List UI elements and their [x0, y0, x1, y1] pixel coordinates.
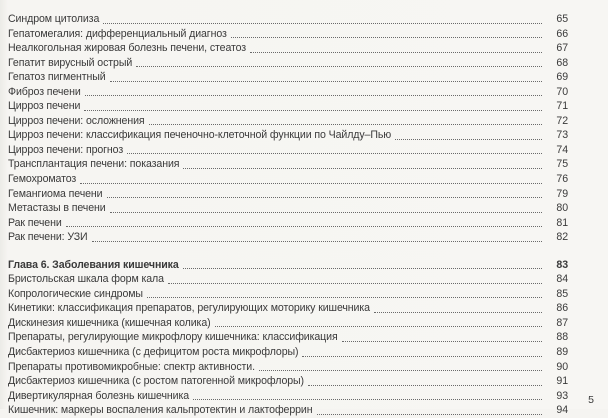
toc-entry: [8, 114, 568, 129]
toc-entry-page: 76: [556, 173, 568, 186]
dot-leader: [110, 212, 542, 213]
toc-entry-title: Гемангиома печени: [8, 187, 103, 200]
toc-entry-title: Препараты, регулирующие микрофлору кишечника: классификация: [8, 331, 338, 344]
dot-leader: [395, 139, 542, 140]
toc-entry: [8, 230, 568, 245]
dot-leader: [250, 52, 542, 53]
toc-entry: [8, 216, 568, 231]
toc-entry-title: Фиброз печени: [8, 85, 81, 98]
toc-entry-page: 67: [556, 42, 568, 55]
toc-entry: [8, 27, 568, 42]
toc-entry: [8, 287, 568, 302]
toc-entry-page: 72: [556, 114, 568, 127]
toc-entry: [8, 12, 568, 27]
dot-leader: [127, 153, 542, 154]
toc-entry: [8, 301, 568, 316]
page-number: 5: [588, 394, 594, 406]
table-of-contents: [8, 12, 568, 418]
chapter-page: 83: [556, 258, 568, 271]
toc-entry: [8, 70, 568, 85]
toc-entry-title: Препараты противомикробные: спектр активности.: [8, 360, 255, 373]
toc-entry-title: Дискинезия кишечника (кишечная колика): [8, 316, 211, 329]
toc-entry-page: 82: [556, 231, 568, 244]
dot-leader: [231, 37, 542, 38]
toc-entry-page: 91: [556, 375, 568, 388]
toc-entry: [8, 345, 568, 360]
toc-entry-page: 90: [556, 360, 568, 373]
toc-entry-title: Дисбактериоз кишечника (с дефицитом роста микрофлоры): [8, 346, 299, 359]
toc-entry-title: Гемохроматоз: [8, 173, 77, 186]
toc-entry-page: 88: [556, 331, 568, 344]
dot-leader: [215, 326, 542, 327]
toc-entry-page: 69: [556, 71, 568, 84]
toc-entry: [8, 128, 568, 143]
dot-leader: [80, 183, 542, 184]
dot-leader: [168, 283, 542, 284]
toc-entry-page: 80: [556, 202, 568, 215]
toc-entry: [8, 272, 568, 287]
toc-entry-title: Трансплантация печени: показания: [8, 158, 180, 171]
toc-entry-page: 65: [556, 13, 568, 25]
toc-entry-page: 70: [556, 85, 568, 98]
toc-entry-page: 85: [556, 287, 568, 300]
toc-entry-title: Гепатомегалия: дифференциальный диагноз: [8, 27, 227, 40]
toc-entry: [8, 85, 568, 100]
dot-leader: [66, 226, 542, 227]
toc-entry-title: Дивертикулярная болезнь кишечника: [8, 389, 190, 402]
dot-leader: [183, 268, 542, 269]
toc-entry-page: 84: [556, 273, 568, 286]
toc-entry-title: Цирроз печени: [8, 100, 81, 113]
toc-entry-page: 93: [556, 389, 568, 402]
toc-entry-page: 81: [556, 216, 568, 229]
dot-leader: [103, 23, 542, 24]
dot-leader: [84, 110, 542, 111]
toc-entry-title: Метастазы в печени: [8, 202, 106, 215]
toc-entry-title: Бристольская шкала форм кала: [8, 273, 164, 286]
dot-leader: [259, 370, 542, 371]
toc-entry-title: Гепатит вирусный острый: [8, 56, 133, 69]
dot-leader: [92, 241, 542, 242]
toc-entry-title: Неалкогольная жировая болезнь печени, стеатоз: [8, 42, 247, 55]
toc-entry: [8, 330, 568, 345]
toc-entry-title: Гепатоз пигментный: [8, 71, 106, 84]
toc-entry: [8, 187, 568, 202]
dot-leader: [342, 341, 542, 342]
dot-leader: [107, 197, 542, 198]
toc-entry: [8, 316, 568, 331]
toc-entry-page: 68: [556, 56, 568, 69]
toc-entry-page: 79: [556, 187, 568, 200]
toc-entry-title: Кинетики: классификация препаратов, регулирующих моторику кишечника: [8, 302, 370, 315]
toc-entry: [8, 143, 568, 158]
toc-entry-title: Рак печени: УЗИ: [8, 231, 88, 244]
toc-entry-title: Рак печени: [8, 216, 62, 229]
toc-entry: [8, 157, 568, 172]
toc-entry-page: 94: [556, 404, 568, 417]
section-gap: [8, 245, 568, 258]
toc-entry-title: Дисбактериоз кишечника (с ростом патогенной микрофлоры): [8, 375, 304, 388]
dot-leader: [147, 297, 542, 298]
toc-entry-title: Цирроз печени: прогноз: [8, 143, 124, 156]
toc-entry: [8, 403, 568, 418]
toc-entry: [8, 360, 568, 375]
chapter-title: Глава 6. Заболевания кишечника: [8, 258, 179, 271]
dot-leader: [374, 312, 542, 313]
toc-entry-page: 74: [556, 143, 568, 156]
toc-entry: [8, 56, 568, 71]
toc-entry-title: Копрологические синдромы: [8, 287, 143, 300]
dot-leader: [308, 385, 542, 386]
toc-entry-page: 89: [556, 346, 568, 359]
toc-entry-page: 71: [556, 100, 568, 113]
dot-leader: [193, 399, 542, 400]
toc-entry-title: Кишечник: маркеры воспаления кальпротектин и лактоферрин: [8, 404, 313, 417]
toc-entry-title: Цирроз печени: осложнения: [8, 114, 145, 127]
toc-entry-page: 66: [556, 27, 568, 40]
toc-entry-page: 73: [556, 129, 568, 142]
dot-leader: [317, 414, 542, 415]
toc-entry: [8, 374, 568, 389]
dot-leader: [302, 356, 542, 357]
toc-entry-title: Цирроз печени: классификация печеночно-клеточной функции по Чайлду–Пью: [8, 129, 392, 142]
dot-leader: [149, 124, 542, 125]
dot-leader: [183, 168, 542, 169]
toc-entry: [8, 389, 568, 404]
toc-entry-page: 86: [556, 302, 568, 315]
dot-leader: [85, 95, 542, 96]
toc-entry-title: Синдром цитолиза: [8, 13, 100, 25]
toc-entry: [8, 41, 568, 56]
toc-chapter-heading: [8, 258, 568, 273]
toc-entry-page: 87: [556, 316, 568, 329]
toc-entry-page: 75: [556, 158, 568, 171]
toc-entry: [8, 99, 568, 114]
toc-entry: [8, 201, 568, 216]
dot-leader: [136, 66, 542, 67]
dot-leader: [110, 81, 542, 82]
toc-entry: [8, 172, 568, 187]
